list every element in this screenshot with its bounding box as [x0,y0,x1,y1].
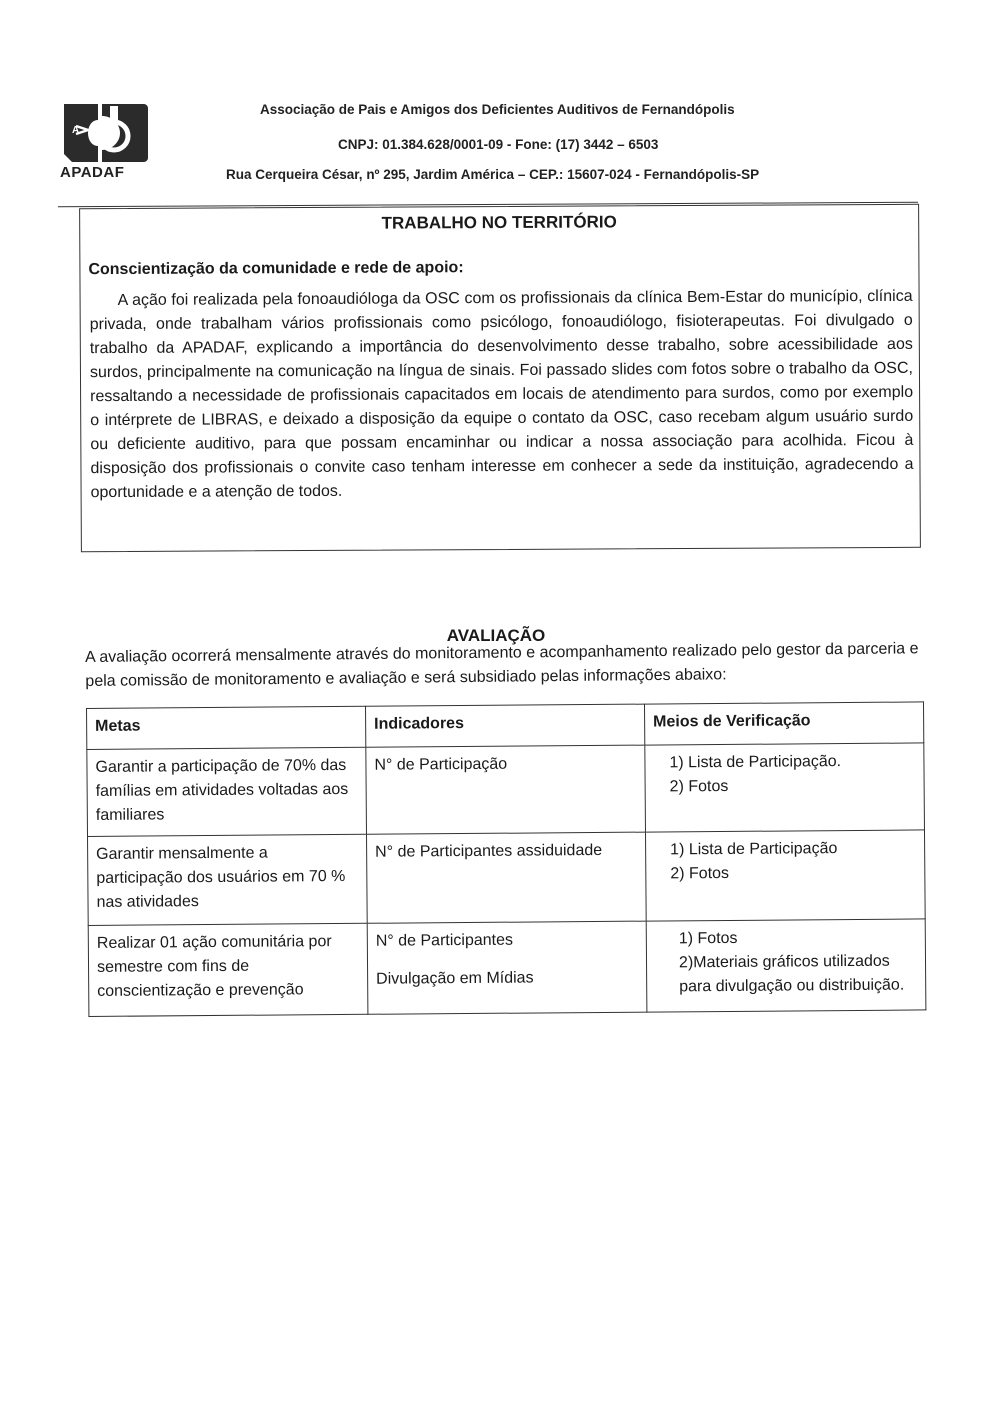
header-metas: Metas [87,706,366,749]
indicador-item: N° de Participantes assiduidade [375,841,603,861]
org-address: Rua Cerqueira César, nº 295, Jardim América – CEP.: 15607-024 - Fernandópolis-SP [226,167,760,182]
header-indicadores: Indicadores [365,704,644,747]
meta-cell: Garantir mensalmente a participação dos usuários em 70 % nas atividades [88,834,368,925]
meta-cell: Realizar 01 ação comunitária por semestre com fins de conscientização e prevenção [88,923,368,1016]
table-row [88,830,926,926]
org-name: Associação de Pais e Amigos dos Deficientes Auditivos de Fernandópolis [260,102,735,117]
avaliacao-intro: A avaliação ocorrerá mensalmente através do monitoramento e acompanhamento realizado pelo gestor da parceria e pela comissão de monitoramento e avaliação e será subsidiado pelas informações abaixo: [85,640,919,690]
table-row [87,743,925,837]
org-cnpj-phone: CNPJ: 01.384.628/0001-09 - Fone: (17) 3442 – 6503 [338,137,659,152]
table-row [88,919,926,1017]
indicador-item: Divulgação em Mídias [376,969,534,988]
indicador-item: N° de Participantes [375,931,514,950]
apadaf-logo [58,100,150,184]
table-header-row [87,702,924,750]
logo-text: APADAF [60,164,125,181]
indicador-cell [366,745,646,834]
indicador-item: N° de Participação [374,755,508,774]
verificacao-item: 2) Fotos [669,777,729,796]
indicador-cell [367,832,647,923]
verificacao-item: 2) Fotos [670,864,730,883]
verificacao-item: 1) Lista de Participação [670,840,838,859]
verificacao-cell [646,919,926,1012]
verificacao-item: 1) Lista de Participação. [669,753,842,772]
verificacao-item: 2)Materiais gráficos utilizados para divulgação ou distribuição. [678,952,905,996]
indicador-cell [367,921,647,1014]
territorio-paragraph: A ação foi realizada pela fonoaudióloga da OSC com os profissionais da clínica Bem-Estar do município, clínica privada, onde trabalham vários profissionais como psicólogo, fonoaudiólogo, fisioterapeutas. Foi divulgado o trabalho da APADAF, explicando a importância do desenvolvimento desse trabalho, sobre acessibilidade aos surdos, principalmente na comunicação na língua de sinais. Foi passado slides com fotos sobre o trabalho da OSC, ressaltando a necessidade de profissionais capacitados em locais de atendimento para surdos, como por exemplo o intérprete de LIBRAS, e deixado a disposição da equipe o contato da OSC, caso recebam algum usuário surdo ou deficiente auditivo, para que possam encaminhar ou indicar a nossa associação para acolhida. Ficou à disposição dos profissionais o convite caso tenham interesse em conhecer a sede da instituição, agradecendo a oportunidade e a atenção de todos. [89,287,914,502]
avaliacao-title: AVALIAÇÃO [446,626,546,645]
svg-text:A: A [72,125,80,136]
avaliacao-table [86,701,926,1017]
verificacao-cell [645,743,925,832]
meta-cell: Garantir a participação de 70% das famílias em atividades voltadas aos familiares [87,747,367,836]
territorio-title: TRABALHO NO TERRITÓRIO [381,212,617,233]
verificacao-cell [645,830,925,921]
verificacao-item: 1) Fotos [678,929,738,948]
territorio-box [79,204,921,552]
header-meios-verificacao: Meios de Verificação [644,702,923,745]
territorio-subtitle: Conscientização da comunidade e rede de apoio: [88,259,464,279]
apadaf-logo-icon [58,100,150,166]
